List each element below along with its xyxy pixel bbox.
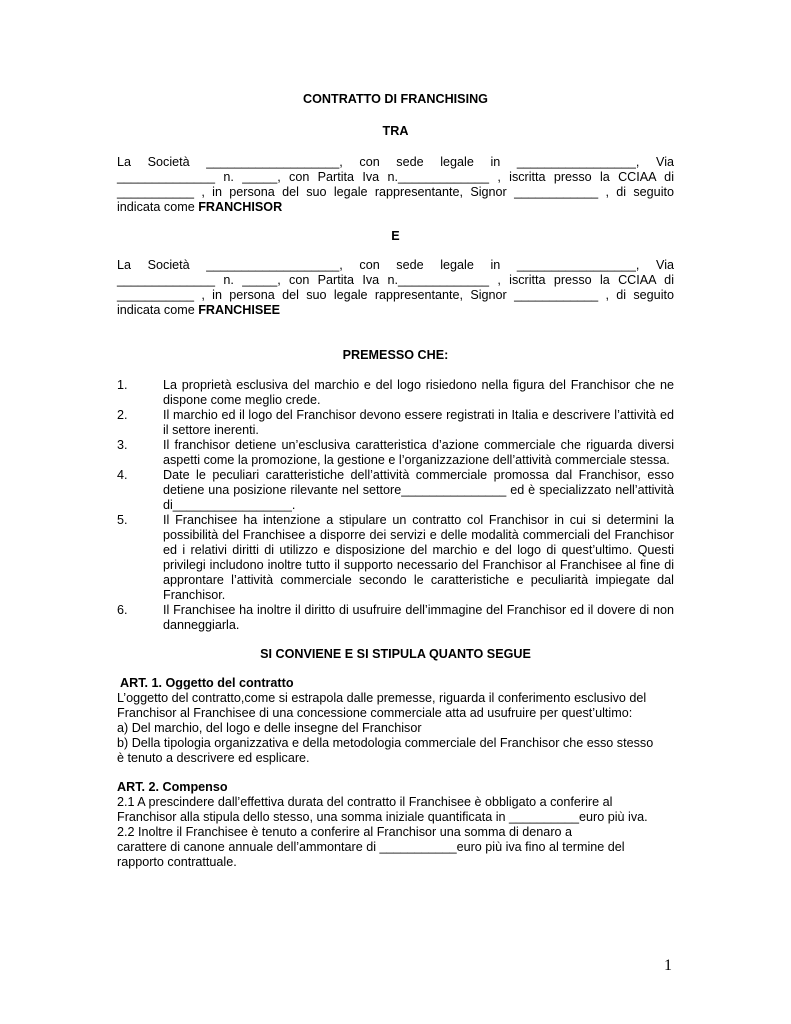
party-line: ___________ , in persona del suo legale rappresentante, Signor ____________ , di seguito [117, 185, 674, 199]
franchisor-party [117, 155, 674, 215]
party-line: indicata come FRANCHISOR [117, 200, 283, 214]
document-title: CONTRATTO DI FRANCHISING [303, 92, 488, 106]
party-role: FRANCHISOR [198, 200, 283, 214]
article-2 [117, 780, 674, 870]
party-line: ______________ n. _____, con Partita Iva n._____________ , iscritta presso la CCIAA di [117, 273, 674, 287]
article-line: 2.1 A prescindere dall’effettiva durata del contratto il Franchisee è obbligato a conferire al [117, 795, 613, 809]
list-item: 5. Il Franchisee ha intenzione a stipulare un contratto col Franchisor in cui si determini la possibilità del Franchisee a disporre dei servizi e delle modalità commerciali del Franchisor ed i relativi diritti di utilizzo e disposizione del marchio e del logo di quest’ultimo. Questi privilegi includono inoltre tutto il supporto necessario del Franchisor al Franchisee al fine di approntare l’attività commerciale secondo le caratteristiche e peculiarità impiegate dal Franchisor. [117, 513, 674, 602]
article-line: Franchisor alla stipula dello stesso, una somma iniziale quantificata in __________euro più iva. [117, 810, 648, 824]
article-line: Franchisor al Franchisee di una concessione commerciale atta ad usufruire per quest’ultimo: [117, 706, 633, 720]
article-line: L’oggetto del contratto,come si estrapola dalle premesse, riguarda il conferimento esclusivo del [117, 691, 647, 705]
conviene-heading: SI CONVIENE E SI STIPULA QUANTO SEGUE [260, 647, 531, 661]
page-number: 1 [664, 957, 672, 974]
article-1 [117, 676, 674, 766]
article-line: è tenuto a descrivere ed esplicare. [117, 751, 310, 765]
article-line: rapporto contrattuale. [117, 855, 237, 869]
list-item: 2. Il marchio ed il logo del Franchisor devono essere registrati in Italia e descrivere l’attività ed il settore inerenti. [117, 408, 674, 437]
article-heading: ART. 1. Oggetto del contratto [120, 676, 294, 690]
premesso-list [117, 378, 674, 633]
list-item: 3. Il franchisor detiene un’esclusiva caratteristica d’azione commerciale che riguarda diversi aspetti come la promozione, la gestione e l’organizzazione dell’attività commerciale stessa. [117, 438, 674, 467]
e-heading: E [391, 229, 400, 243]
list-item: 4. Date le peculiari caratteristiche dell’attività commerciale promossa dal Franchisor, esso detiene una posizione rilevante nel settore_______________ ed è specializzato nell’attività di_________________. [117, 468, 674, 512]
party-line: La Società ___________________, con sede legale in _________________, Via [117, 258, 674, 272]
party-line: La Società ___________________, con sede legale in _________________, Via [117, 155, 674, 169]
party-line: indicata come FRANCHISEE [117, 303, 281, 317]
article-line: a) Del marchio, del logo e delle insegne del Franchisor [117, 721, 422, 735]
article-line: b) Della tipologia organizzativa e della metodologia commerciale del Franchisor che esso stesso [117, 736, 654, 750]
article-line: 2.2 Inoltre il Franchisee è tenuto a conferire al Franchisor una somma di denaro a [117, 825, 573, 839]
tra-heading: TRA [382, 124, 409, 138]
article-line: carattere di canone annuale dell’ammontare di ___________euro più iva fino al termine del [117, 840, 625, 854]
document-page [117, 92, 674, 870]
premesso-heading: PREMESSO CHE: [342, 348, 449, 362]
list-item: 6. Il Franchisee ha inoltre il diritto di usufruire dell’immagine del Franchisor ed il dovere di non danneggiarla. [117, 603, 674, 632]
article-heading: ART. 2. Compenso [117, 780, 228, 794]
franchisee-party [117, 258, 674, 318]
party-line: ______________ n. _____, con Partita Iva n._____________ , iscritta presso la CCIAA di [117, 170, 674, 184]
list-item: 1. La proprietà esclusiva del marchio e del logo risiedono nella figura del Franchisor che ne dispone come meglio crede. [117, 378, 674, 407]
party-line: ___________ , in persona del suo legale rappresentante, Signor ____________ , di seguito [117, 288, 674, 302]
party-role: FRANCHISEE [198, 303, 281, 317]
